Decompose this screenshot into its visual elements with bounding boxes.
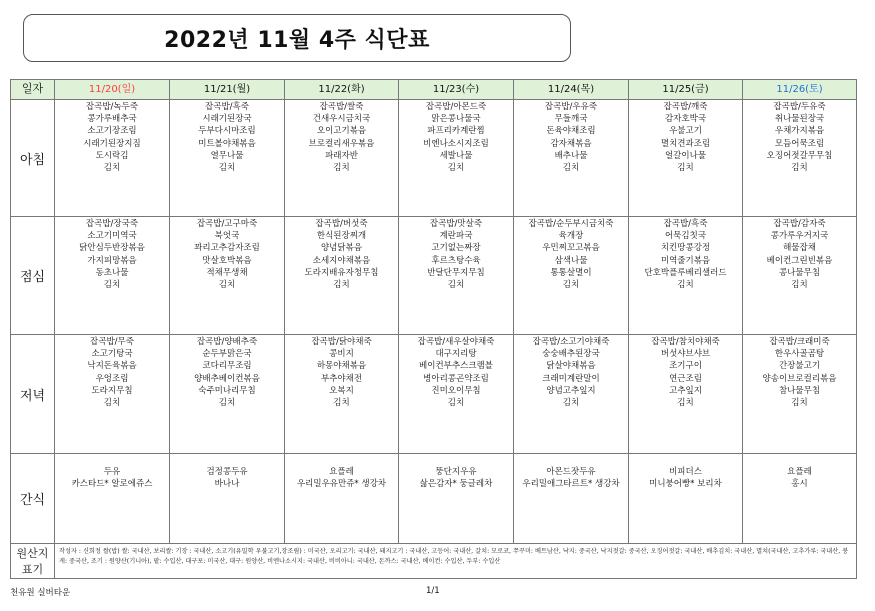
- day-header-thu: 11/24(목): [514, 80, 629, 100]
- menu-cell: [629, 454, 743, 544]
- menu-cell: [629, 217, 743, 335]
- menu-item: 잡곡밥/아몬드죽: [425, 102, 487, 112]
- menu-cell: [170, 454, 285, 544]
- menu-item: 동초나물: [95, 267, 129, 278]
- menu-item: 오징어젓갈무무침: [766, 150, 833, 161]
- menu-item: 순두부맑은국: [202, 349, 252, 360]
- menu-cell: [55, 217, 170, 335]
- footer-org: 천유원 실버타운: [10, 588, 71, 598]
- menu-item: 두부다시마조림: [198, 126, 256, 137]
- origin-label: 원산지 표기: [11, 544, 55, 579]
- menu-item: 어묵김칫국: [664, 231, 707, 242]
- menu-item: 김치: [218, 162, 236, 173]
- menu-item: 우불고기: [669, 126, 702, 137]
- menu-item: 김치: [103, 162, 121, 173]
- menu-item: 고기없는짜장: [431, 243, 481, 254]
- menu-item: 병아리콩곤약조림: [423, 373, 489, 384]
- menu-item: 낙지돈육볶음: [87, 361, 137, 372]
- menu-item: 양송이브로컬리볶음: [762, 373, 837, 384]
- menu-item: 참나물무침: [778, 385, 821, 396]
- menu-item: 양배추베이컨볶음: [194, 373, 260, 384]
- menu-item: 오복지: [329, 385, 354, 396]
- menu-item: 김치: [333, 397, 350, 408]
- menu-item: 잡곡밥/우유죽: [544, 102, 598, 112]
- menu-item: 홍시: [791, 479, 808, 490]
- menu-item: 대구지리탕: [435, 349, 477, 360]
- menu-cell: [399, 335, 514, 454]
- menu-item: 감자채볶음: [550, 138, 592, 149]
- menu-item: 무들깨국: [554, 114, 588, 125]
- menu-item: 콩나물무침: [778, 267, 821, 278]
- menu-item: 아몬드잣두유: [546, 467, 596, 477]
- menu-item: 잡곡밥/두유죽: [773, 102, 826, 112]
- menu-cell: [629, 335, 743, 454]
- menu-cell: [743, 217, 857, 335]
- menu-item: 반달단무지무침: [427, 267, 485, 278]
- menu-item: 부추야채전: [320, 373, 363, 384]
- menu-cell: [514, 335, 629, 454]
- menu-item: 얼갈이나물: [664, 150, 707, 161]
- menu-item: 버섯샤브샤브: [660, 349, 711, 360]
- menu-item: 미역줄기볶음: [660, 255, 711, 266]
- menu-item: 바나나: [214, 479, 240, 490]
- menu-item: 김치: [333, 279, 350, 290]
- menu-item: 김치: [333, 162, 350, 173]
- menu-item: 잡곡밥/쌀죽: [319, 102, 364, 112]
- menu-item: 소세지야채볶음: [312, 255, 371, 266]
- menu-item: 파래자반: [325, 150, 358, 161]
- header-row: [11, 80, 857, 100]
- menu-item: 콩가루배추국: [87, 114, 137, 125]
- menu-cell: [514, 454, 629, 544]
- day-header-sun: 11/20(일): [55, 80, 170, 100]
- day-header-mon: 11/21(월): [170, 80, 285, 100]
- menu-item: 뚱단지우유: [435, 467, 477, 477]
- menu-item: 하몽야채볶음: [316, 361, 367, 372]
- menu-item: 김치: [791, 279, 808, 290]
- menu-item: 가지피망볶음: [87, 255, 137, 266]
- day-header-wed: 11/23(수): [399, 80, 514, 100]
- menu-cell: [399, 217, 514, 335]
- menu-cell: [55, 100, 170, 217]
- menu-item: 잡곡밥/새우살야채죽: [417, 337, 495, 347]
- menu-item: 돈육야채조림: [546, 126, 596, 137]
- menu-item: 잡곡밥/무죽: [90, 337, 134, 347]
- meal-label: 간식: [11, 454, 55, 544]
- menu-item: 양념닭볶음: [320, 243, 363, 254]
- menu-item: 김치: [677, 279, 694, 290]
- menu-cell: [743, 100, 857, 217]
- menu-item: 닭살야채볶음: [546, 361, 596, 372]
- breakfast-row: [11, 100, 857, 217]
- menu-cell: [55, 454, 170, 544]
- menu-item: 김치: [218, 279, 236, 290]
- menu-item: 도라지배유자청무침: [304, 267, 379, 278]
- menu-item: 잡곡밥/장국죽: [85, 219, 139, 229]
- menu-item: 잡곡밥/닭야채죽: [311, 337, 372, 347]
- lunch-row: [11, 217, 857, 335]
- menu-cell: [285, 335, 399, 454]
- menu-cell: [514, 100, 629, 217]
- title-box: [23, 14, 571, 62]
- menu-item: 김치: [103, 279, 121, 290]
- menu-item: 모듬어묵조림: [774, 138, 825, 149]
- menu-item: 소고기탕국: [91, 349, 133, 360]
- menu-item: 소고기장조림: [87, 126, 137, 137]
- menu-table: [10, 79, 857, 579]
- menu-item: 파프리카계란찜: [427, 126, 485, 137]
- menu-item: 비엔나소시지조림: [423, 138, 489, 149]
- menu-item: 비피더스: [669, 467, 702, 477]
- menu-item: 한식된장찌개: [316, 231, 367, 242]
- menu-item: 크래미계란말이: [542, 373, 600, 384]
- menu-item: 잡곡밥/고구마죽: [196, 219, 258, 229]
- menu-item: 김치: [562, 162, 580, 173]
- menu-item: 요플레: [787, 467, 812, 477]
- menu-item: 잡곡밥/맛살죽: [429, 219, 483, 229]
- page-title: 2022년 11월 4주 식단표: [164, 27, 430, 53]
- menu-item: 요플레: [329, 467, 354, 477]
- menu-cell: [55, 335, 170, 454]
- menu-item: 잡곡밥/양배추죽: [196, 337, 258, 347]
- menu-item: 적채무생채: [206, 267, 248, 278]
- menu-cell: [514, 217, 629, 335]
- menu-cell: [285, 217, 399, 335]
- menu-item: 도시락김: [95, 150, 129, 161]
- menu-item: 베이컨부추스크램블: [419, 361, 493, 372]
- menu-item: 브로컬리새우볶음: [308, 138, 375, 149]
- menu-cell: [170, 100, 285, 217]
- menu-item: 검정콩두유: [206, 467, 248, 477]
- menu-item: 김치: [103, 397, 121, 408]
- menu-item: 고추잎지: [669, 385, 702, 396]
- menu-item: 치킨땅콩강정: [660, 243, 711, 254]
- menu-item: 잡곡밥/깨죽: [663, 102, 708, 112]
- menu-item: 삶은감자* 둥글레차: [419, 479, 493, 490]
- menu-item: 우리밀애그타르트* 생강차: [522, 479, 620, 490]
- menu-item: 맑은콩나물국: [431, 114, 481, 125]
- day-header-sat: 11/26(토): [743, 80, 857, 100]
- menu-item: 간장불고기: [778, 361, 821, 372]
- menu-item: 닭안심두반장볶음: [79, 243, 145, 254]
- menu-item: 카스타드* 알로에쥬스: [71, 479, 153, 490]
- menu-item: 조기구이: [669, 361, 702, 372]
- menu-item: 잡곡밥/흑죽: [205, 102, 249, 112]
- day-header-fri: 11/25(금): [629, 80, 743, 100]
- snack-row: [11, 454, 857, 544]
- dinner-row: [11, 335, 857, 454]
- menu-item: 단호박플루베리샐러드: [644, 267, 727, 278]
- menu-item: 후르츠탕수육: [431, 255, 481, 266]
- menu-item: 오이고기볶음: [316, 126, 367, 137]
- menu-item: 우민찌꼬고볶음: [542, 243, 600, 254]
- menu-item: 한우사골곰탕: [774, 349, 825, 360]
- menu-item: 시래기된장국: [202, 114, 252, 125]
- menu-item: 숙주미나리무침: [198, 385, 256, 396]
- menu-item: 해물잡채: [783, 243, 816, 254]
- menu-item: 콩비지: [329, 349, 354, 360]
- menu-item: 잡곡밥/감자죽: [773, 219, 826, 229]
- menu-item: 김치: [791, 162, 808, 173]
- day-header-tue: 11/22(화): [285, 80, 399, 100]
- menu-cell: [285, 100, 399, 217]
- menu-item: 잡곡밥/소고기야채죽: [532, 337, 610, 347]
- menu-cell: [629, 100, 743, 217]
- menu-item: 취나물된장국: [774, 114, 825, 125]
- origin-text: 작성자 : 신희정 쌀(밥) 쌀: 국내산, 보리쌀: 기장 : 국내산, 소고기(유밀학 우불고기,장조림) : 미국산, 오리고기: 국내산, 돼지고기 : 국내산, 고등어: 국내산, 갈치: 모로코, 쭈꾸미: 베트남산, 낙지: 중국산, 낙지젓갈: 중국산, 오징어젓갈: 국내산, 배추김치: 국내산, 멸치(국내산, 고추가루: 국내산, 붕게: 중국산, 조기 : 원양산(기니아), 팥: 수입산, 대구포: 미국산, 대구: 원양산, 비엔나소시지: 국내산, 비비아니: 국내산, 돈까스: 국내산, 베이컨: 수입산, 두부: 수입산: [55, 544, 857, 579]
- menu-item: 잡곡밥/참치야채죽: [651, 337, 720, 347]
- menu-item: 우리밀우유만쥬* 생강차: [296, 479, 387, 490]
- menu-item: 잡곡밥/흑죽: [663, 219, 708, 229]
- menu-item: 잡곡밥/버섯죽: [315, 219, 368, 229]
- menu-item: 코다리무조림: [202, 361, 252, 372]
- menu-item: 김치: [791, 397, 808, 408]
- menu-item: 시래기된장지짐: [83, 138, 141, 149]
- menu-item: 육개장: [558, 231, 584, 242]
- menu-item: 숭숭배추된장국: [542, 349, 600, 360]
- menu-item: 잡곡밥/녹두죽: [85, 102, 139, 112]
- menu-item: 도라지무침: [91, 385, 133, 396]
- menu-item: 두유: [103, 467, 121, 477]
- menu-item: 맛살호박볶음: [202, 255, 252, 266]
- menu-cell: [170, 335, 285, 454]
- menu-cell: [743, 335, 857, 454]
- menu-cell: [285, 454, 399, 544]
- menu-item: 열무나물: [210, 150, 244, 161]
- meal-label: 저녁: [11, 335, 55, 454]
- menu-item: 잡곡밥/크래미죽: [769, 337, 830, 347]
- menu-item: 우엉조림: [95, 373, 129, 384]
- menu-item: 김치: [677, 162, 694, 173]
- menu-item: 콩가루우거지국: [770, 231, 829, 242]
- menu-item: 소고기미역국: [87, 231, 137, 242]
- menu-item: 김치: [562, 279, 580, 290]
- menu-item: 미니붕어빵* 보리차: [649, 479, 722, 490]
- menu-item: 김치: [447, 397, 465, 408]
- menu-item: 계란파국: [439, 231, 473, 242]
- menu-cell: [743, 454, 857, 544]
- menu-item: 양념고추잎지: [546, 385, 596, 396]
- menu-item: 꽈리고추감자조림: [194, 243, 260, 254]
- menu-item: 김치: [562, 397, 580, 408]
- menu-cell: [399, 454, 514, 544]
- menu-item: 진미오이무침: [431, 385, 481, 396]
- meal-label: 아침: [11, 100, 55, 217]
- menu-item: 김치: [447, 162, 465, 173]
- date-label: 일자: [11, 80, 55, 100]
- meal-label: 점심: [11, 217, 55, 335]
- menu-item: 건새우시금치국: [312, 114, 371, 125]
- menu-item: 북엇국: [214, 231, 240, 242]
- menu-item: 잡곡밥/순두부시금치죽: [528, 219, 614, 229]
- menu-item: 배추나물: [554, 150, 588, 161]
- menu-item: 삼색나물: [554, 255, 588, 266]
- footer-page: 1/1: [426, 586, 440, 596]
- menu-item: 멸치견과조림: [660, 138, 711, 149]
- menu-item: 감자호박국: [664, 114, 707, 125]
- menu-item: 김치: [218, 397, 236, 408]
- menu-cell: [170, 217, 285, 335]
- menu-item: 베이컨그린빈볶음: [766, 255, 833, 266]
- menu-cell: [399, 100, 514, 217]
- origin-row: [11, 544, 857, 579]
- menu-item: 미트볼야채볶음: [198, 138, 256, 149]
- menu-item: 통통살멸이: [550, 267, 592, 278]
- menu-item: 세발나물: [439, 150, 473, 161]
- menu-item: 우채가지볶음: [774, 126, 825, 137]
- menu-item: 김치: [447, 279, 465, 290]
- menu-item: 연근조림: [669, 373, 702, 384]
- menu-item: 김치: [677, 397, 694, 408]
